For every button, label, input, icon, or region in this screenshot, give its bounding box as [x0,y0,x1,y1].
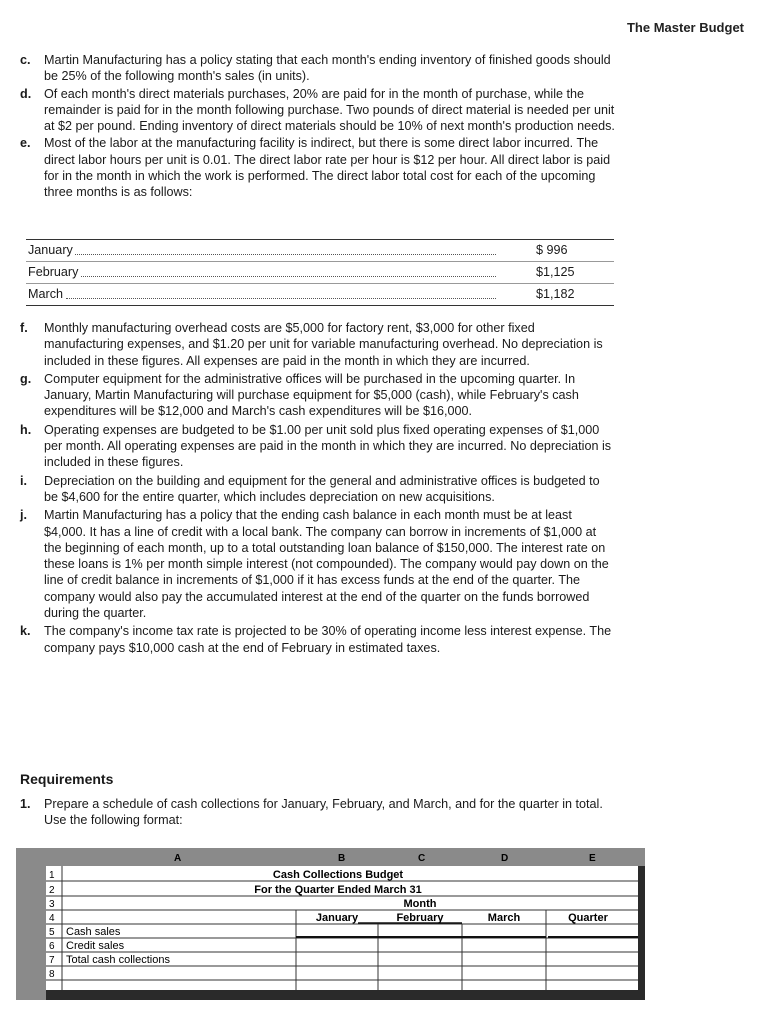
item-h [20,422,616,471]
item-g [20,371,616,420]
item-letter: e. [20,136,31,151]
sheet-subtitle: For the Quarter Ended March 31 [254,884,422,896]
column-label-march: March [487,912,521,924]
item-text: The company's income tax rate is projected to be 30% of operating income less interest expense. The company pays $10,000 cash at the end of February in estimated taxes. [44,624,612,655]
item-letter: 1. [20,797,31,811]
row-number: 6 [49,941,55,952]
item-letter: f. [20,321,28,335]
item-text: Martin Manufacturing has a policy stating that each month's ending inventory of finished goods should be 25% of the following month's sales (in units). [44,53,611,84]
item-letter: h. [20,422,32,437]
row-number: 7 [49,955,55,966]
row-number: 5 [49,927,55,938]
item-c [20,52,616,85]
item-text: Operating expenses are budgeted to be $1.00 per unit sold plus fixed operating expenses of $1,000 per month. All operating expenses are paid in the month in which they are incurred. No depreciation is included in these figures. [44,422,612,470]
column-label-february: February [396,912,444,924]
item-text: Prepare a schedule of cash collections for January, February, and March, and for the quarter in total. Use the following format: [44,797,603,828]
requirement-items-top [20,52,616,202]
sheet-title: Cash Collections Budget [272,869,404,881]
column-header-bar [16,848,645,866]
labor-amount: $ 996 [536,243,568,257]
item-k [20,623,616,656]
labor-amount: $1,125 [536,265,575,279]
item-i [20,473,616,506]
item-text: Monthly manufacturing overhead costs are $5,000 for factory rent, $3,000 for other fixed manufacturing expenses, and $1.20 per unit for variable manufacturing overhead. No depreciation is included in these figures. All expenses are paid in the month in which they are incurred. [44,321,603,368]
page-header-title: The Master Budget [626,20,744,35]
cash-collections-spreadsheet [16,848,645,1000]
row-label-credit-sales: Credit sales [66,940,125,952]
requirements-heading: Requirements [20,771,114,787]
item-j [20,507,616,621]
item-text: Most of the labor at the manufacturing facility is indirect, but there is some direct labor incurred. The direct labor hours per unit is 0.01. The direct labor rate per hour is $12 per hour. All direct labor is paid for in the month in which the work is performed. The direct labor total cost for each of the upcoming three months is as follows: [44,136,611,200]
item-text: Computer equipment for the administrative offices will be purchased in the upcoming quarter. In January, Martin Manufacturing will purchase equipment for $5,000 (cash), while February's cash expenditures will be $12,000 and March's cash expenditures will be $16,000. [44,371,579,419]
item-text: Of each month's direct materials purchases, 20% are paid for in the month of purchase, while the remainder is paid for in the month following purchase. Two pounds of direct material is needed per unit at $2 per pound. Ending inventory of direct materials should be 10% of next month's production needs. [44,86,615,134]
item-f [20,320,616,369]
spreadsheet-canvas [16,848,645,1000]
item-e [20,135,616,200]
labor-amount: $1,182 [536,287,575,301]
month-label: Month [403,898,437,910]
row-number: 4 [49,913,55,924]
col-header-a: A [174,853,182,864]
column-label-january: January [315,912,359,924]
labor-month: January [28,240,75,261]
requirement-items-bottom [20,320,616,658]
col-header-d: D [501,853,509,864]
item-letter: k. [20,624,31,639]
item-d [20,86,616,135]
row-label-total-cash-collections: Total cash collections [66,954,170,966]
item-letter: c. [20,53,31,67]
direct-labor-table [26,239,614,306]
col-header-b: B [338,853,346,864]
row-header-bar [16,848,46,1000]
row-number: 2 [49,885,55,896]
item-letter: i. [20,473,27,488]
item-text: Depreciation on the building and equipment for the general and administrative offices is budgeted to be $4,600 for the entire quarter, which includes depreciation on new acquisitions. [44,473,600,504]
labor-row-february [26,261,614,283]
row-number: 1 [49,870,55,881]
labor-month: March [28,284,65,305]
row-number: 8 [49,969,55,980]
column-label-quarter: Quarter [568,912,608,924]
item-text: Martin Manufacturing has a policy that the ending cash balance in each month must be at least $4,000. It has a line of credit with a local bank. The company can borrow in increments of $1,000 at the beginning of each month, up to a total outstanding loan balance of $150,000. The interest rate on these loans is 1% per month simple interest (not compounded). The company would pay down on the line of credit balance in increments of $1,000 if it has excess funds at the end of the quarter. The company would also pay the accumulated interest at the end of the quarter on the funds borrowed during the quarter. [44,508,609,621]
col-header-e: E [589,853,596,864]
col-header-c: C [418,853,426,864]
item-letter: j. [20,508,27,523]
labor-row-march [26,283,614,305]
row-number: 3 [49,899,55,910]
item-letter: d. [20,86,32,101]
labor-row-january [26,240,614,261]
row-label-cash-sales: Cash sales [66,926,121,938]
requirement-1 [20,796,624,829]
item-letter: g. [20,371,32,386]
labor-month: February [28,262,80,283]
